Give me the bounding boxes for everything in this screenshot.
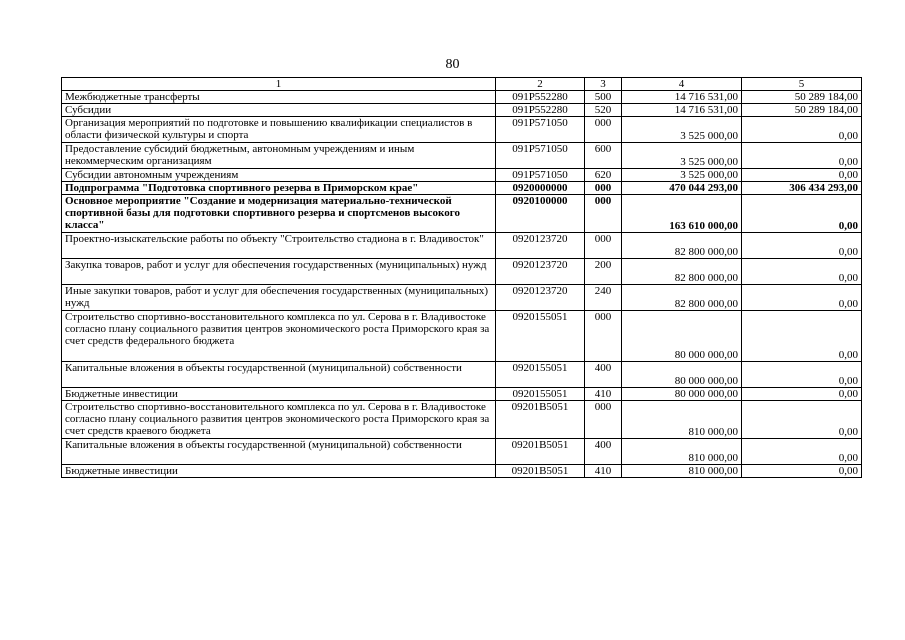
vr-cell: 000 — [585, 195, 622, 233]
sum2-cell: 0,00 — [742, 285, 862, 311]
table-row — [62, 143, 862, 169]
name-cell: Проектно-изыскательские работы по объекту "Строительство стадиона в г. Владивосток" — [62, 233, 496, 259]
vr-cell: 200 — [585, 259, 622, 285]
sum2-cell: 0,00 — [742, 362, 862, 388]
table-row — [62, 104, 862, 117]
table-row — [62, 91, 862, 104]
sum2-cell: 0,00 — [742, 439, 862, 465]
sum2-cell: 0,00 — [742, 169, 862, 182]
sum1-cell: 3 525 000,00 — [622, 143, 742, 169]
table-row — [62, 439, 862, 465]
table-body — [62, 78, 862, 478]
name-cell: Закупка товаров, работ и услуг для обеспечения государственных (муниципальных) нужд — [62, 259, 496, 285]
code-cell: 0920123720 — [496, 233, 585, 259]
sum1-cell: 14 716 531,00 — [622, 91, 742, 104]
sum2-cell: 0,00 — [742, 143, 862, 169]
table-row — [62, 195, 862, 233]
name-cell: Основное мероприятие "Создание и модернизация материально-технической спортивной базы для подготовки спортивного резерва и спортсменов высокого класса" — [62, 195, 496, 233]
sum2-cell: 0,00 — [742, 311, 862, 362]
vr-cell: 410 — [585, 388, 622, 401]
code-cell: 091P552280 — [496, 91, 585, 104]
vr-cell: 400 — [585, 362, 622, 388]
sum1-cell: 80 000 000,00 — [622, 388, 742, 401]
table-row — [62, 259, 862, 285]
code-cell: 0920123720 — [496, 259, 585, 285]
vr-cell: 240 — [585, 285, 622, 311]
code-cell: 0920155051 — [496, 311, 585, 362]
code-cell: 091P571050 — [496, 117, 585, 143]
table-row — [62, 465, 862, 478]
name-cell: Субсидии — [62, 104, 496, 117]
budget-table — [61, 77, 862, 478]
sum1-cell: 810 000,00 — [622, 439, 742, 465]
code-cell: 0920155051 — [496, 362, 585, 388]
vr-cell: 000 — [585, 401, 622, 439]
vr-cell: 000 — [585, 311, 622, 362]
code-cell: 09201B5051 — [496, 401, 585, 439]
sum1-cell: 80 000 000,00 — [622, 311, 742, 362]
vr-cell: 520 — [585, 104, 622, 117]
name-cell: Строительство спортивно-восстановительного комплекса по ул. Серова в г. Владивостоке согласно плану социального развития центров экономического роста Приморского края за счет средств федерального бюджета — [62, 311, 496, 362]
sum2-cell: 50 289 184,00 — [742, 104, 862, 117]
sum2-cell: 0,00 — [742, 259, 862, 285]
name-cell: Строительство спортивно-восстановительного комплекса по ул. Серова в г. Владивостоке согласно плану социального развития центров экономического роста Приморского края за счет средств краевого бюджета — [62, 401, 496, 439]
sum1-cell: 810 000,00 — [622, 465, 742, 478]
table-row — [62, 182, 862, 195]
vr-cell: 600 — [585, 143, 622, 169]
sum2-cell: 306 434 293,00 — [742, 182, 862, 195]
vr-cell: 000 — [585, 233, 622, 259]
table-row — [62, 233, 862, 259]
header-cell-sum1: 4 — [622, 78, 742, 91]
sum1-cell: 82 800 000,00 — [622, 259, 742, 285]
vr-cell: 410 — [585, 465, 622, 478]
sum2-cell: 0,00 — [742, 401, 862, 439]
vr-cell: 000 — [585, 117, 622, 143]
name-cell: Подпрограмма "Подготовка спортивного резерва в Приморском крае" — [62, 182, 496, 195]
sum2-cell: 0,00 — [742, 195, 862, 233]
sum1-cell: 14 716 531,00 — [622, 104, 742, 117]
sum1-cell: 3 525 000,00 — [622, 117, 742, 143]
sum1-cell: 3 525 000,00 — [622, 169, 742, 182]
sum1-cell: 80 000 000,00 — [622, 362, 742, 388]
code-cell: 0920155051 — [496, 388, 585, 401]
table-row — [62, 311, 862, 362]
header-cell-sum2: 5 — [742, 78, 862, 91]
sum1-cell: 470 044 293,00 — [622, 182, 742, 195]
name-cell: Межбюджетные трансферты — [62, 91, 496, 104]
code-cell: 091P571050 — [496, 143, 585, 169]
vr-cell: 000 — [585, 182, 622, 195]
sum2-cell: 0,00 — [742, 233, 862, 259]
code-cell: 091P552280 — [496, 104, 585, 117]
sum1-cell: 163 610 000,00 — [622, 195, 742, 233]
table-header-row — [62, 78, 862, 91]
code-cell: 09201B5051 — [496, 465, 585, 478]
header-cell-code: 2 — [496, 78, 585, 91]
table-row — [62, 362, 862, 388]
name-cell: Капитальные вложения в объекты государственной (муниципальной) собственности — [62, 439, 496, 465]
name-cell: Бюджетные инвестиции — [62, 388, 496, 401]
name-cell: Субсидии автономным учреждениям — [62, 169, 496, 182]
sum1-cell: 810 000,00 — [622, 401, 742, 439]
name-cell: Иные закупки товаров, работ и услуг для обеспечения государственных (муниципальных) нужд — [62, 285, 496, 311]
page-number: 80 — [445, 57, 460, 72]
name-cell: Капитальные вложения в объекты государственной (муниципальной) собственности — [62, 362, 496, 388]
code-cell: 0920123720 — [496, 285, 585, 311]
vr-cell: 500 — [585, 91, 622, 104]
table-row — [62, 401, 862, 439]
table-row — [62, 169, 862, 182]
header-cell-vr: 3 — [585, 78, 622, 91]
sum1-cell: 82 800 000,00 — [622, 285, 742, 311]
sum2-cell: 0,00 — [742, 117, 862, 143]
code-cell: 0920000000 — [496, 182, 585, 195]
sum1-cell: 82 800 000,00 — [622, 233, 742, 259]
table-row — [62, 388, 862, 401]
vr-cell: 400 — [585, 439, 622, 465]
code-cell: 0920100000 — [496, 195, 585, 233]
table-row — [62, 117, 862, 143]
code-cell: 091P571050 — [496, 169, 585, 182]
sum2-cell: 0,00 — [742, 465, 862, 478]
vr-cell: 620 — [585, 169, 622, 182]
sum2-cell: 0,00 — [742, 388, 862, 401]
sum2-cell: 50 289 184,00 — [742, 91, 862, 104]
table-row — [62, 285, 862, 311]
name-cell: Бюджетные инвестиции — [62, 465, 496, 478]
header-cell-name: 1 — [62, 78, 496, 91]
code-cell: 09201B5051 — [496, 439, 585, 465]
name-cell: Предоставление субсидий бюджетным, автономным учреждениям и иным некоммерческим организациям — [62, 143, 496, 169]
name-cell: Организация мероприятий по подготовке и повышению квалификации специалистов в области физической культуры и спорта — [62, 117, 496, 143]
